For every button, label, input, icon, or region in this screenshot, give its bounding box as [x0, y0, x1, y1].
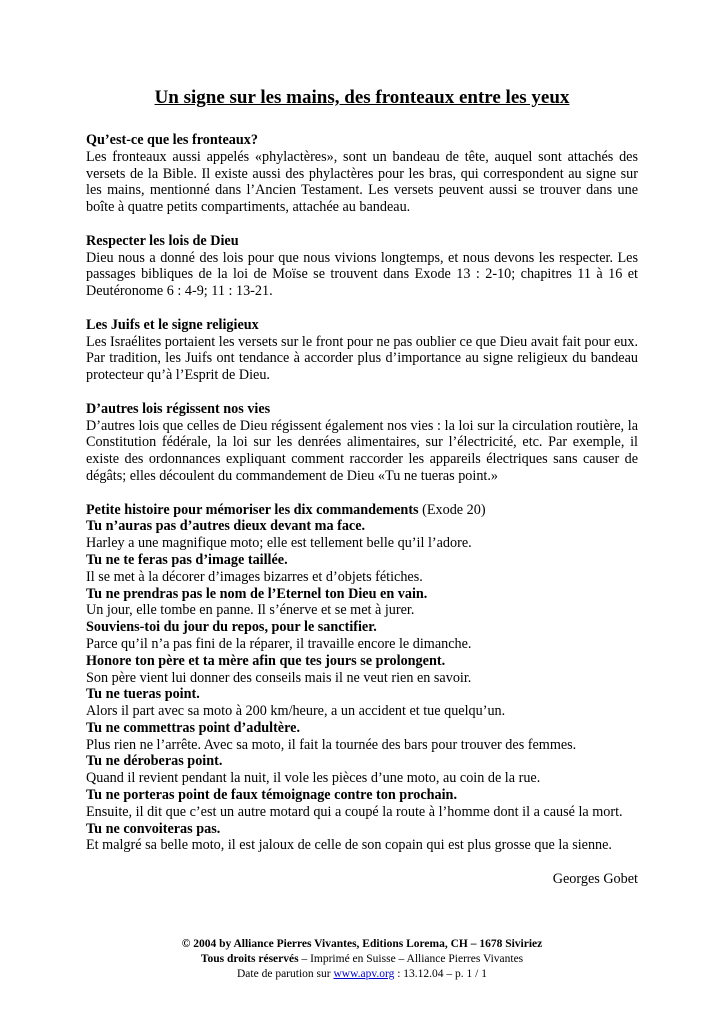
footer-date-prefix: Date de parution sur: [237, 968, 334, 980]
story-line: Son père vient lui donner des conseils mais il ne veut rien en savoir.: [86, 669, 472, 686]
section-heading: Les Juifs et le signe religieux: [86, 316, 259, 333]
commandment: Tu ne tueras point.: [86, 686, 200, 703]
commandment: Souviens-toi du jour du repos, pour le sanctifier.: [86, 619, 377, 636]
section-heading: D’autres lois régissent nos vies: [86, 400, 271, 417]
commandment: Honore ton père et ta mère afin que tes jours se prolongent.: [86, 652, 446, 669]
footer-date-line: [0, 967, 724, 982]
story-reference: (Exode 20): [422, 501, 486, 518]
footer-link[interactable]: www.apv.org: [333, 968, 395, 980]
commandment: Tu ne commettras point d’adultère.: [86, 719, 300, 736]
story-line: Harley a une magnifique moto; elle est tellement belle qu’il l’adore.: [86, 535, 472, 552]
footer-rights-line: [0, 952, 724, 967]
story-line: Un jour, elle tombe en panne. Il s’énerve et se met à jurer.: [86, 602, 415, 619]
footer-rights-bold: Tous droits réservés: [200, 953, 299, 965]
footer-date-suffix: : 13.12.04 – p. 1 / 1: [394, 968, 487, 980]
story-line: Quand il revient pendant la nuit, il vole les pièces d’une moto, au coin de la rue.: [86, 770, 541, 787]
section-heading: Qu’est-ce que les fronteaux?: [86, 132, 258, 148]
commandment: Tu ne porteras point de faux témoignage contre ton prochain.: [86, 787, 457, 804]
section-heading: Respecter les lois de Dieu: [86, 232, 239, 249]
story-heading: [86, 502, 638, 519]
document-body: [86, 132, 638, 888]
story-line: Plus rien ne l’arrête. Avec sa moto, il fait la tournée des bars pour trouver des femmes.: [86, 736, 577, 753]
commandment: Tu n’auras pas d’autres dieux devant ma face.: [86, 518, 366, 535]
section-juifs: [86, 317, 638, 384]
commandment: Tu ne prendras pas le nom de l’Eternel ton Dieu en vain.: [86, 585, 428, 602]
story-items: [86, 518, 638, 854]
story-heading-text: Petite histoire pour mémoriser les dix commandements: [86, 501, 419, 518]
story-line: Ensuite, il dit que c’est un autre motard qui a coupé la route à l’homme dont il a causé la mort.: [86, 803, 623, 820]
section-text: Les Israélites portaient les versets sur le front pour ne pas oublier ce que Dieu avait fait pour eux. Par tradition, les Juifs ont tendance à accorder plus d’importance au signe religieux du bandeau protecteur qu’à l’Esprit de Dieu.: [86, 333, 638, 384]
footer-copyright: © 2004 by Alliance Pierres Vivantes, Editions Lorema, CH – 1678 Siviriez: [181, 938, 543, 950]
section-text: Dieu nous a donné des lois pour que nous vivions longtemps, et nous devons les respecter. Les passages bibliques de la loi de Moïse se trouvent dans Exode 13 : 2-10; chapitres 11 à 16 et Deutéronome 6 : 4-9; 11 : 13-21.: [86, 249, 638, 300]
signature: Georges Gobet: [552, 871, 638, 888]
story-section: [86, 502, 638, 855]
commandment: Tu ne te feras pas d’image taillée.: [86, 551, 288, 568]
story-line: Et malgré sa belle moto, il est jaloux de celle de son copain qui est plus grosse que la sienne.: [86, 837, 612, 854]
story-line: Il se met à la décorer d’images bizarres et d’objets fétiches.: [86, 568, 423, 585]
section-fronteaux: [86, 132, 638, 216]
section-text: D’autres lois que celles de Dieu régissent également nos vies : la loi sur la circulation routière, la Constitution fédérale, la loi sur les denrées alimentaires, sur l’électricité, etc. Par exemple, il existe des ordonnances expliquant comment raccorder les appareils électriques sans causer de dégâts; elles découlent du commandement de Dieu «Tu ne tueras point.»: [86, 417, 638, 484]
footer: [0, 937, 724, 982]
commandment: Tu ne convoiteras pas.: [86, 820, 221, 837]
section-text: Les fronteaux aussi appelés «phylactères», sont un bandeau de tête, auquel sont attachés des versets de la Bible. Il existe aussi des phylactères pour les bras, qui correspondent au signe sur les mains, mentionné dans l’Ancien Testament. Les versets peuvent aussi se trouver dans une boîte à quatre petits compartiments, attachée au bandeau.: [86, 148, 638, 216]
footer-rights-rest: – Imprimé en Suisse – Alliance Pierres Vivantes: [298, 953, 524, 965]
story-line: Parce qu’il n’a pas fini de la réparer, il travaille encore le dimanche.: [86, 635, 472, 652]
document-title: Un signe sur les mains, des fronteaux entre les yeux: [154, 87, 570, 108]
section-lois-de-dieu: [86, 233, 638, 300]
commandment: Tu ne déroberas point.: [86, 753, 223, 770]
section-autres-lois: [86, 401, 638, 485]
story-line: Alors il part avec sa moto à 200 km/heure, a un accident et tue quelqu’un.: [86, 703, 506, 720]
